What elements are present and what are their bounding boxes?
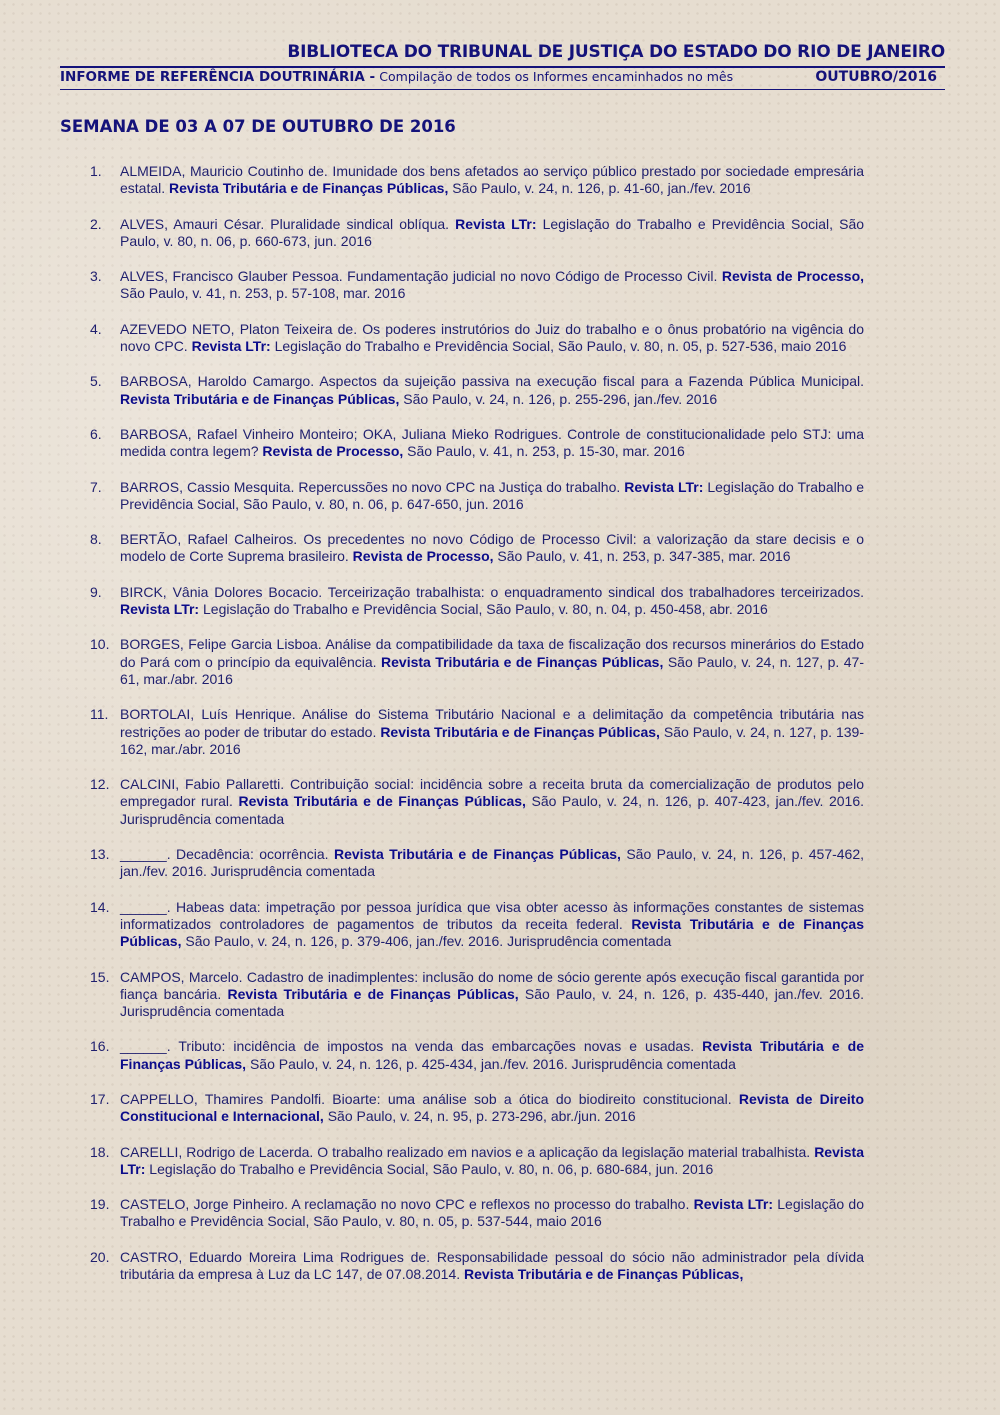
reference-number: 18. xyxy=(90,1143,110,1160)
report-subtitle-row xyxy=(60,68,945,89)
org-title: BIBLIOTECA DO TRIBUNAL DE JUSTIÇA DO ESTADO DO RIO DE JANEIRO xyxy=(287,42,945,62)
reference-details: Legislação do Trabalho e Previdência Social, São Paulo, v. 80, n. 06, p. 647-650, jun. 2016 xyxy=(120,478,865,512)
reference-number: 20. xyxy=(90,1248,110,1265)
reference-citation: ALMEIDA, Mauricio Coutinho de. Imunidade dos bens afetados ao serviço público prestado por sociedade empresária estatal. xyxy=(120,163,864,197)
reference-citation: CARELLI, Rodrigo de Lacerda. O trabalho realizado em navios e a aplicação da legislação material trabalhista. xyxy=(120,1143,811,1160)
reference-details: São Paulo, v. 24, n. 126, p. 379-406, jan./fev. 2016. Jurisprudência comentada xyxy=(185,933,672,950)
report-title: INFORME DE REFERÊNCIA DOUTRINÁRIA - xyxy=(60,69,376,85)
reference-journal: Revista LTr: xyxy=(120,601,200,618)
reference-journal: Revista Tributária e de Finanças Públicas, xyxy=(238,793,526,810)
reference-number: 2. xyxy=(90,215,102,232)
reference-citation: CALCINI, Fabio Pallaretti. Contribuição social: incidência sobre a receita bruta da comercialização de produtos pelo empregador rural. xyxy=(120,776,864,810)
reference-citation: ALVES, Francisco Glauber Pessoa. Fundamentação judicial no novo Código de Processo Civil. xyxy=(120,268,718,285)
reference-number: 3. xyxy=(90,268,102,285)
reference-citation: ______. Decadência: ocorrência. xyxy=(120,846,329,863)
reference-item xyxy=(87,268,864,303)
reference-details: São Paulo, v. 41, n. 253, p. 57-108, mar. 2016 xyxy=(120,285,406,302)
reference-citation: BARBOSA, Rafael Vinheiro Monteiro; OKA, Juliana Mieko Rodrigues. Controle de constitucionalidade pelo STJ: uma medida contra legem? xyxy=(120,425,864,460)
reference-number: 1. xyxy=(90,163,102,179)
reference-journal: Revista LTr: xyxy=(191,338,271,355)
reference-journal: Revista LTr: xyxy=(624,478,704,495)
reference-journal: Revista Tributária e de Finanças Públicas, xyxy=(120,390,400,407)
reference-number: 10. xyxy=(90,636,110,653)
reference-item xyxy=(87,1196,864,1231)
reference-number: 19. xyxy=(90,1196,110,1213)
report-subtitle xyxy=(60,69,733,85)
reference-citation: CASTELO, Jorge Pinheiro. A reclamação no novo CPC e reflexos no processo do trabalho. xyxy=(120,1196,690,1213)
reference-journal: Revista Tributária e de Finanças Públicas, xyxy=(381,653,664,670)
reference-citation: ______. Habeas data: impetração por pessoa jurídica que visa obter acesso às informações constantes de sistemas informatizados controladores de pagamentos de tributos da receita federal. xyxy=(120,898,864,932)
reference-number: 16. xyxy=(90,1038,110,1055)
reference-details: Legislação do Trabalho e Previdência Social, São Paulo, v. 80, n. 06, p. 680-684, jun. 2016 xyxy=(149,1160,714,1177)
reference-journal: Revista Tributária e de Finanças Públicas, xyxy=(169,180,449,197)
reference-details: São Paulo, v. 24, n. 126, p. 41-60, jan./fev. 2016 xyxy=(452,180,751,197)
reference-citation: BIRCK, Vânia Dolores Bocacio. Terceirização trabalhista: o enquadramento sindical dos trabalhadores terceirizados. xyxy=(120,583,864,600)
reference-citation: CASTRO, Eduardo Moreira Lima Rodrigues de. Responsabilidade pessoal do sócio não administrador pela dívida tributária da empresa à Luz da LC 147, de 07.08.2014. xyxy=(120,1248,864,1283)
reference-journal: Revista Tributária e de Finanças Públicas, xyxy=(227,985,519,1002)
reference-details: São Paulo, v. 24, n. 126, p. 407-423, jan./fev. 2016. Jurisprudência comentada xyxy=(120,793,865,827)
reference-citation: ALVES, Amauri César. Pluralidade sindical oblíqua. xyxy=(120,215,450,232)
reference-number: 8. xyxy=(90,531,102,548)
reference-item xyxy=(87,1144,864,1179)
reference-journal: Revista Tributária e de Finanças Públicas, xyxy=(333,846,621,863)
page-header xyxy=(60,40,945,90)
reference-details: São Paulo, v. 41, n. 253, p. 15-30, mar. 2016 xyxy=(407,443,685,460)
reference-details: São Paulo, v. 24, n. 126, p. 425-434, jan./fev. 2016. Jurisprudência comentada xyxy=(249,1055,736,1072)
reference-citation: BARROS, Cassio Mesquita. Repercussões no novo CPC na Justiça do trabalho. xyxy=(120,478,621,495)
reference-item xyxy=(87,1249,864,1284)
reference-details: São Paulo, v. 24, n. 126, p. 255-296, jan./fev. 2016 xyxy=(403,390,718,407)
reference-item xyxy=(87,163,864,198)
reference-number: 13. xyxy=(90,846,110,863)
reference-citation: CAPPELLO, Thamires Pandolfi. Bioarte: uma análise sob a ótica do biodireito constitucional. xyxy=(120,1090,732,1107)
reference-number: 5. xyxy=(90,373,102,390)
reference-citation: BARBOSA, Haroldo Camargo. Aspectos da sujeição passiva na execução fiscal para a Fazenda Pública Municipal. xyxy=(120,373,864,390)
reference-item xyxy=(87,479,864,514)
reference-details: São Paulo, v. 24, n. 126, p. 457-462, jan./fev. 2016. Jurisprudência comentada xyxy=(120,846,865,880)
header-rule-bottom xyxy=(60,89,945,90)
reference-details: São Paulo, v. 24, n. 126, p. 435-440, jan./fev. 2016. Jurisprudência comentada xyxy=(120,985,865,1020)
reference-details: São Paulo, v. 41, n. 253, p. 347-385, mar. 2016 xyxy=(497,548,791,565)
reference-details: Legislação do Trabalho e Previdência Social, São Paulo, v. 80, n. 04, p. 450-458, abr. 2016 xyxy=(203,601,768,618)
reference-number: 11. xyxy=(90,706,109,723)
reference-journal: Revista Tributária e de Finanças Públicas, xyxy=(380,723,660,740)
reference-item xyxy=(87,1038,864,1073)
reference-journal: Revista Tributária e de Finanças Públicas, xyxy=(120,915,864,950)
reference-item xyxy=(87,776,864,828)
reference-item xyxy=(87,636,864,688)
reference-number: 14. xyxy=(90,898,110,915)
report-month: OUTUBRO/2016 xyxy=(815,69,937,85)
reference-citation: ______. Tributo: incidência de impostos na venda das embarcações novas e usadas. xyxy=(120,1038,695,1055)
reference-details: São Paulo, v. 24, n. 95, p. 273-296, abr./jun. 2016 xyxy=(327,1108,636,1125)
reference-item xyxy=(87,1091,864,1126)
reference-details: Legislação do Trabalho e Previdência Social, São Paulo, v. 80, n. 06, p. 660-673, jun. 2016 xyxy=(120,215,865,249)
report-description: Compilação de todos os Informes encaminhados no mês xyxy=(379,69,734,84)
reference-number: 9. xyxy=(90,583,102,600)
reference-details: Legislação do Trabalho e Previdência Social, São Paulo, v. 80, n. 05, p. 527-536, maio 2016 xyxy=(274,338,847,355)
reference-citation: CAMPOS, Marcelo. Cadastro de inadimplentes: inclusão do nome de sócio gerente após execução fiscal garantida por fiança bancária. xyxy=(120,968,864,1002)
reference-item xyxy=(87,373,864,408)
reference-item xyxy=(87,426,864,461)
reference-citation: BORGES, Felipe Garcia Lisboa. Análise da compatibilidade da taxa de fiscalização dos recursos minerários do Estado do Pará com o princípio da equivalência. xyxy=(120,636,864,670)
reference-number: 15. xyxy=(90,968,110,985)
reference-number: 17. xyxy=(90,1090,110,1107)
week-title: SEMANA DE 03 A 07 DE OUTUBRO DE 2016 xyxy=(60,117,456,136)
reference-item xyxy=(87,216,864,251)
reference-number: 7. xyxy=(90,478,102,495)
reference-number: 6. xyxy=(90,425,102,442)
reference-number: 12. xyxy=(90,776,110,793)
reference-details: São Paulo, v. 24, n. 127, p. 139-162, mar./abr. 2016 xyxy=(120,723,864,757)
reference-item xyxy=(87,969,864,1021)
reference-journal: Revista de Direito Constitucional e Internacional, xyxy=(120,1090,865,1125)
reference-details: São Paulo, v. 24, n. 127, p. 47-61, mar./abr. 2016 xyxy=(120,653,865,687)
reference-number: 4. xyxy=(90,320,102,337)
reference-item xyxy=(87,899,864,951)
reference-journal: Revista LTr: xyxy=(693,1196,774,1213)
reference-journal: Revista de Processo, xyxy=(352,548,494,565)
reference-item xyxy=(87,321,864,356)
reference-journal: Revista de Processo, xyxy=(262,443,404,460)
reference-citation: AZEVEDO NETO, Platon Teixeira de. Os poderes instrutórios do Juiz do trabalho e o ônus probatório na vigência do novo CPC. xyxy=(120,320,864,355)
reference-journal: Revista LTr: xyxy=(455,215,537,232)
reference-item xyxy=(87,584,864,619)
reference-journal: Revista LTr: xyxy=(120,1143,864,1177)
reference-item xyxy=(87,531,864,566)
reference-item xyxy=(87,706,864,758)
reference-journal: Revista de Processo, xyxy=(721,268,865,285)
reference-journal: Revista Tributária e de Finanças Públicas, xyxy=(120,1038,864,1072)
reference-list xyxy=(87,163,864,1283)
reference-item xyxy=(87,846,864,881)
reference-citation: BERTÃO, Rafael Calheiros. Os precedentes no novo Código de Processo Civil: a valorização da stare decisis e o modelo de Corte Suprema brasileiro. xyxy=(120,531,864,565)
reference-journal: Revista Tributária e de Finanças Públicas, xyxy=(464,1266,744,1283)
reference-details: Legislação do Trabalho e Previdência Social, São Paulo, v. 80, n. 05, p. 537-544, maio 2016 xyxy=(120,1196,864,1230)
reference-citation: BORTOLAI, Luís Henrique. Análise do Sistema Tributário Nacional e a delimitação da competência tributária nas restrições ao poder de tributar do estado. xyxy=(120,706,864,740)
